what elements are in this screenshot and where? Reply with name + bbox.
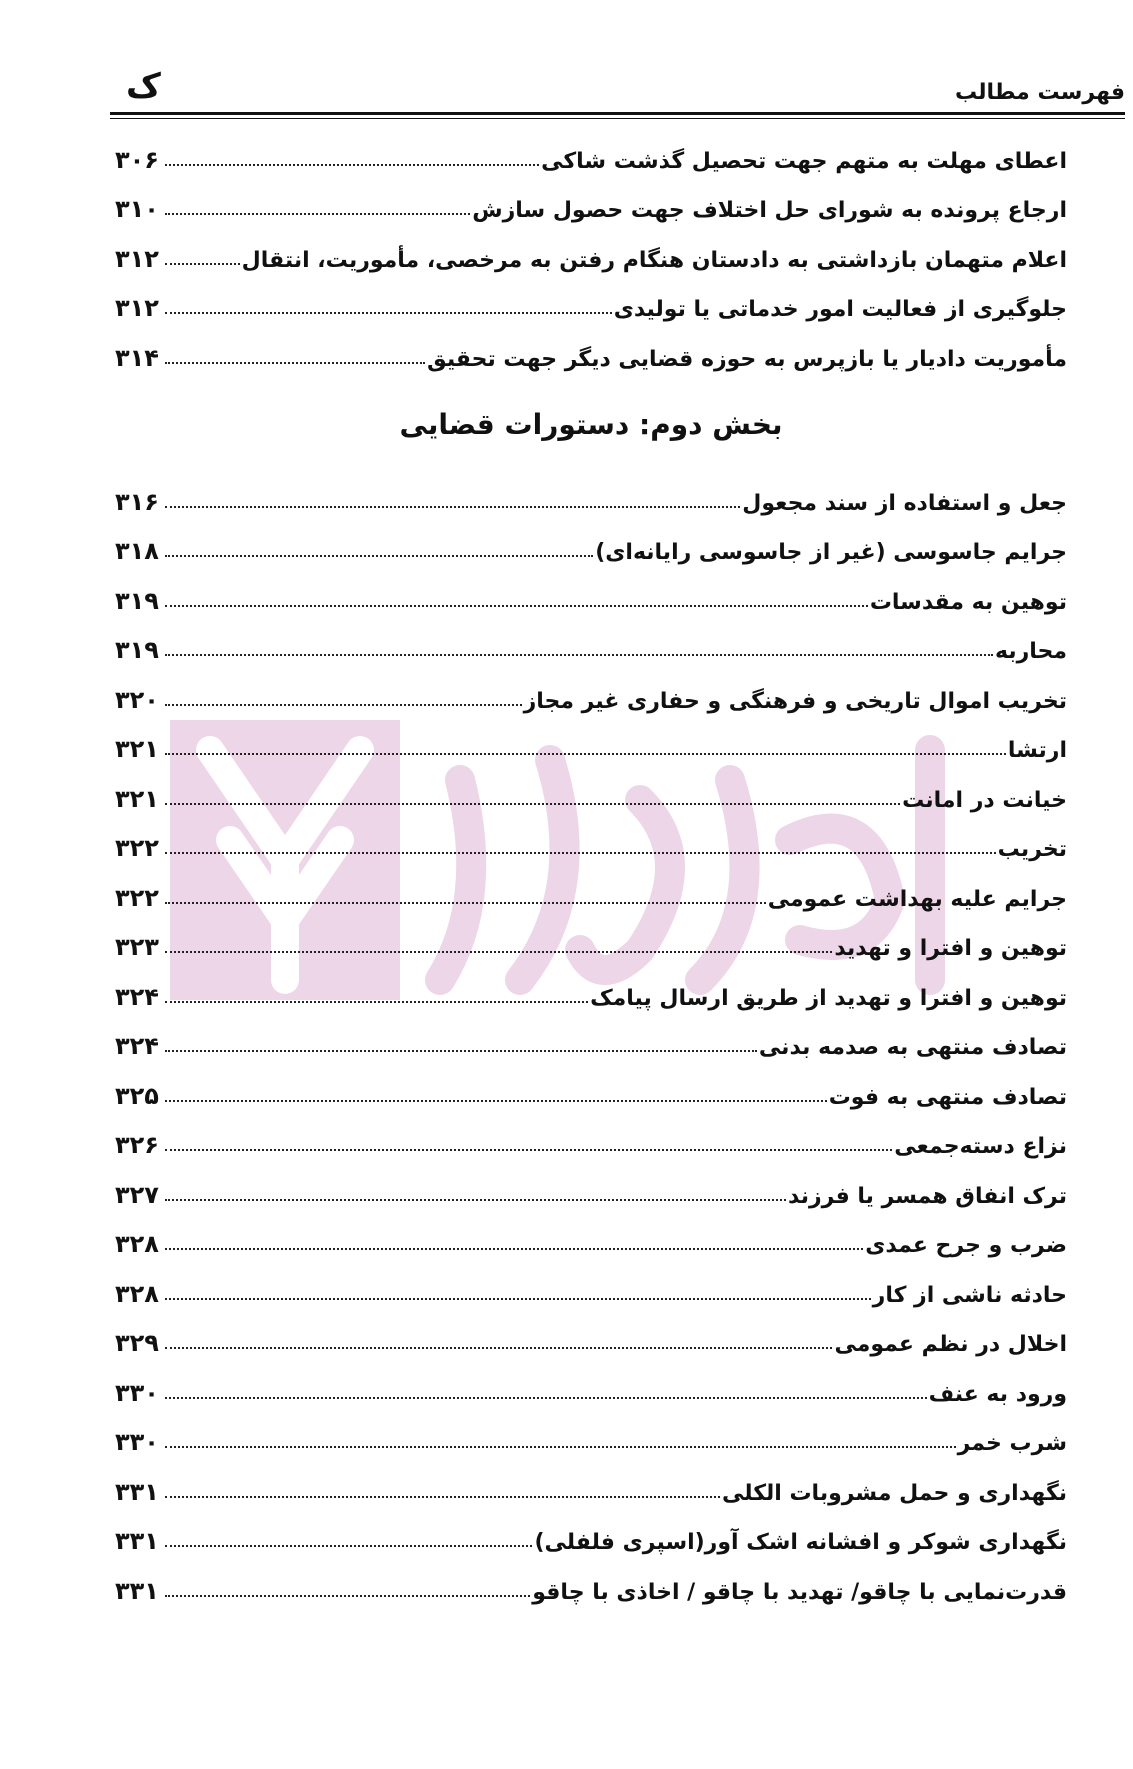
leader-dots [165, 605, 868, 607]
toc-entry-title: توهین و افترا و تهدید [834, 936, 1067, 961]
leader-dots [165, 951, 832, 953]
toc-entry-title: ارجاع پرونده به شورای حل اختلاف جهت حصول سازش [472, 198, 1067, 223]
toc-entry-title: توهین به مقدسات [869, 589, 1067, 615]
toc-entry-page: ۳۱۹ [115, 586, 159, 615]
toc-entry-page: ۳۲۵ [115, 1081, 159, 1110]
leader-dots [165, 213, 470, 215]
header-rule [110, 112, 1125, 115]
toc-entry-title: جعل و استفاده از سند مجعول [742, 490, 1067, 516]
toc-entry[interactable] [115, 866, 1067, 916]
leader-dots [165, 506, 740, 508]
toc-entry[interactable] [115, 1460, 1067, 1510]
section-heading: بخش دوم: دستورات قضایی [399, 408, 783, 441]
toc-entry-title: جلوگیری از فعالیت امور خدماتی یا تولیدی [613, 297, 1067, 322]
toc-entry-page: ۳۲۲ [115, 834, 159, 862]
toc-entry[interactable] [115, 470, 1067, 520]
leader-dots [165, 1347, 832, 1349]
leader-dots [165, 902, 766, 904]
toc-entry-page: ۳۲۴ [115, 1032, 159, 1060]
toc-entry-page: ۳۲۸ [115, 1230, 159, 1258]
toc-entry-page: ۳۳۱ [115, 1477, 159, 1506]
leader-dots [165, 1545, 532, 1547]
toc-entry-page: ۳۲۲ [115, 883, 159, 912]
leader-dots [165, 1248, 863, 1250]
toc-entry[interactable] [115, 1163, 1067, 1213]
toc-entry-title: ورود به عنف [928, 1381, 1067, 1407]
toc-entry[interactable] [115, 668, 1067, 718]
leader-dots [165, 1001, 588, 1003]
leader-dots [165, 164, 539, 166]
toc-entry-page: ۳۳۱ [115, 1576, 159, 1605]
leader-dots [165, 654, 993, 656]
toc-entry[interactable] [115, 227, 1067, 277]
leader-dots [165, 852, 996, 854]
toc-entry-title: اعلام متهمان بازداشتی به دادستان هنگام رفتن به مرخصی، مأموریت، انتقال [241, 247, 1067, 273]
toc-entry-title: تخریب [997, 837, 1067, 862]
toc-entry-title: تصادف منتهی به فوت [828, 1084, 1067, 1110]
toc-entry-page: ۳۳۰ [115, 1428, 159, 1456]
page-number-letter: ک [126, 66, 161, 106]
page-header [110, 62, 1125, 112]
toc-entry-title: خیانت در امانت [902, 787, 1067, 813]
leader-dots [165, 1446, 956, 1448]
toc-entry[interactable] [115, 1015, 1067, 1065]
toc-entry-page: ۳۲۷ [115, 1180, 159, 1209]
toc-entry-page: ۳۱۴ [115, 343, 159, 372]
toc-entry-page: ۳۲۱ [115, 735, 159, 763]
toc-list-part1 [115, 128, 1067, 376]
leader-dots [165, 1149, 892, 1151]
toc-entry-title: جرایم علیه بهداشت عمومی [767, 886, 1067, 912]
toc-entry-page: ۳۲۹ [115, 1329, 159, 1357]
toc-entry-page: ۳۲۱ [115, 784, 159, 813]
toc-entry-page: ۳۲۳ [115, 933, 159, 961]
toc-entry-page: ۳۱۲ [115, 294, 159, 322]
toc-entry[interactable] [115, 1559, 1067, 1609]
toc-entry-page: ۳۲۶ [115, 1131, 159, 1159]
toc-entry[interactable] [115, 1213, 1067, 1263]
toc-entry-title: نگهداری شوکر و افشانه اشک آور(اسپری فلفلی) [534, 1530, 1067, 1555]
toc-entry-title: توهین و افترا و تهدید از طریق ارسال پیامک [590, 985, 1067, 1011]
toc-entry-title: جرایم جاسوسی (غیر از جاسوسی رایانه‌ای) [595, 540, 1067, 565]
toc-entry[interactable] [115, 277, 1067, 327]
toc-entry-title: تخریب اموال تاریخی و فرهنگی و حفاری غیر مجاز [523, 688, 1067, 714]
toc-entry-title: نگهداری و حمل مشروبات الکلی [721, 1480, 1067, 1506]
header-title: فهرست مطالب [954, 80, 1125, 105]
header-rule-thin [110, 118, 1125, 119]
toc-entry-title: اعطای مهلت به متهم جهت تحصیل گذشت شاکی [541, 148, 1067, 174]
toc-entry[interactable] [115, 1312, 1067, 1362]
toc-entry[interactable] [115, 569, 1067, 619]
toc-entry-page: ۳۱۲ [115, 244, 159, 273]
leader-dots [165, 312, 612, 314]
toc-entry-title: قدرت‌نمایی با چاقو/ تهدید با چاقو / اخاذی با چاقو [532, 1579, 1067, 1605]
toc-entry[interactable] [115, 718, 1067, 768]
toc-entry-title: مأموریت دادیار یا بازپرس به حوزه قضایی دیگر جهت تحقیق [427, 346, 1067, 372]
leader-dots [165, 803, 900, 805]
toc-entry-page: ۳۳۰ [115, 1378, 159, 1407]
toc-entry-page: ۳۰۶ [115, 145, 159, 174]
leader-dots [165, 1496, 720, 1498]
toc-entry[interactable] [115, 1361, 1067, 1411]
toc-entry[interactable] [115, 520, 1067, 570]
leader-dots [165, 1100, 827, 1102]
toc-entry[interactable] [115, 1262, 1067, 1312]
toc-entry-title: نزاع دسته‌جمعی [894, 1134, 1067, 1159]
toc-entry[interactable] [115, 817, 1067, 867]
toc-entry-page: ۳۱۶ [115, 487, 159, 516]
toc-entry[interactable] [115, 178, 1067, 228]
toc-entry-title: ترک انفاق همسر یا فرزند [788, 1183, 1067, 1209]
toc-entry[interactable] [115, 1064, 1067, 1114]
leader-dots [165, 1397, 927, 1399]
toc-entry-title: تصادف منتهی به صدمه بدنی [758, 1035, 1067, 1060]
toc-entry[interactable] [115, 916, 1067, 966]
leader-dots [165, 1595, 530, 1597]
toc-entry[interactable] [115, 1510, 1067, 1560]
toc-entry-page: ۳۲۰ [115, 685, 159, 714]
toc-entry[interactable] [115, 767, 1067, 817]
toc-entry[interactable] [115, 619, 1067, 669]
toc-list-part2 [115, 470, 1067, 1609]
leader-dots [165, 753, 1006, 755]
toc-entry[interactable] [115, 1411, 1067, 1461]
toc-entry[interactable] [115, 128, 1067, 178]
toc-entry-title: شرب خمر [957, 1431, 1067, 1456]
toc-entry-page: ۳۲۸ [115, 1279, 159, 1308]
leader-dots [165, 704, 522, 706]
toc-entry-title: اخلال در نظم عمومی [834, 1332, 1067, 1357]
toc-entry-title: ضرب و جرح عمدی [865, 1233, 1067, 1258]
toc-entry-page: ۳۱۰ [115, 195, 159, 223]
toc-entry-page: ۳۱۸ [115, 537, 159, 565]
toc-entry[interactable] [115, 1114, 1067, 1164]
toc-entry[interactable] [115, 326, 1067, 376]
leader-dots [165, 362, 425, 364]
toc-entry[interactable] [115, 965, 1067, 1015]
toc-entry-page: ۳۳۱ [115, 1527, 159, 1555]
toc-entry-title: حادثه ناشی از کار [872, 1282, 1067, 1308]
toc-entry-page: ۳۱۹ [115, 636, 159, 664]
toc-entry-title: محاربه [994, 639, 1067, 664]
leader-dots [165, 1050, 757, 1052]
leader-dots [165, 555, 593, 557]
leader-dots [165, 1298, 871, 1300]
leader-dots [165, 263, 240, 265]
toc-entry-page: ۳۲۴ [115, 982, 159, 1011]
toc-entry-title: ارتشا [1007, 738, 1067, 763]
leader-dots [165, 1199, 786, 1201]
